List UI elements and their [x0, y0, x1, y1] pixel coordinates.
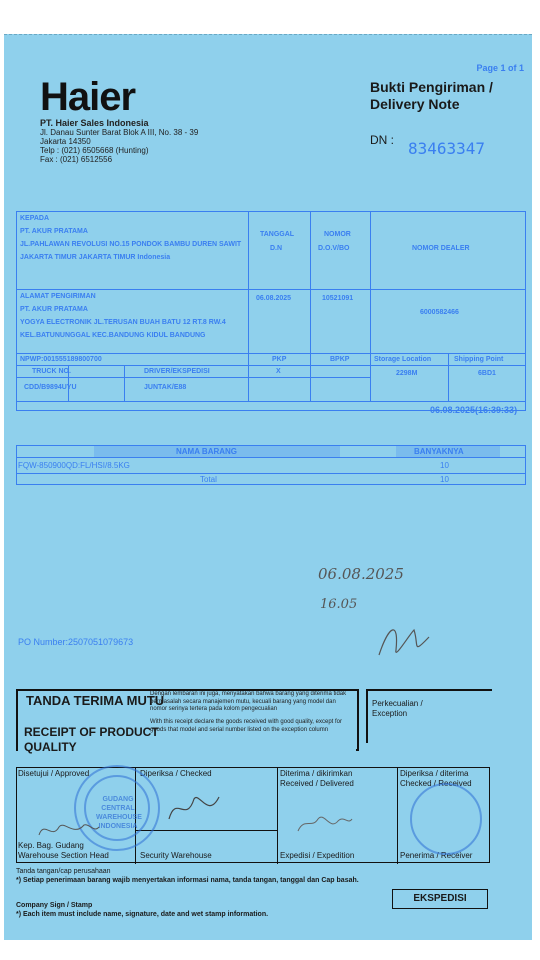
alamat-address-2: KEL.BATUNUNGGAL KEC.BANDUNG KIDUL BANDUNG	[20, 332, 206, 339]
sign-inner-line	[135, 830, 277, 831]
company-fax: Fax : (021) 6512556	[40, 155, 113, 164]
items-header-line	[16, 457, 526, 458]
po-number: PO Number:2507051079673	[18, 637, 134, 647]
delivery-note-sheet	[4, 34, 532, 940]
info-divider-3	[370, 211, 371, 401]
handwritten-date: 06.08.2025	[318, 565, 404, 583]
info-divider-4	[448, 353, 449, 401]
company-name: PT. Haier Sales Indonesia	[40, 118, 149, 128]
company-city: Jakarta 14350	[40, 137, 91, 146]
items-col-name: NAMA BARANG	[176, 447, 238, 456]
pkp-label: PKP	[272, 356, 287, 363]
checked-label: Diperiksa / Checked	[140, 769, 212, 778]
approved-label: Disetujui / Approved	[18, 769, 90, 778]
expedition-label: Expedisi / Expedition	[280, 851, 355, 860]
alamat-name: PT. AKUR PRATAMA	[20, 306, 88, 313]
tanda-terima-mutu: TANDA TERIMA MUTU	[26, 693, 165, 708]
storage-location-label: Storage Location	[374, 356, 432, 363]
do-number: 10521091	[322, 295, 354, 302]
total-qty: 10	[440, 475, 449, 484]
item-name: FQW-850900QD:FL/HSI/8.5KG	[18, 461, 130, 470]
receiver-stamp	[410, 783, 482, 855]
shipping-point-value: 6BD1	[478, 370, 496, 377]
ekspedisi-copy-label: EKSPEDISI	[392, 889, 488, 909]
receipt-paragraph-en: With this receipt declare the goods received with good quality, except for goods that model and serial number listed on the exception column	[150, 719, 342, 733]
dn-number: 83463347	[408, 139, 486, 158]
security-warehouse-label: Security Warehouse	[140, 851, 212, 860]
info-row-line-2	[16, 353, 526, 354]
receipt-en-line-1: RECEIPT OF PRODUCT	[24, 725, 159, 739]
info-row-line-5	[16, 401, 526, 402]
nomor-label: NOMOR	[324, 231, 351, 238]
stamp-central: CENTRAL	[101, 805, 135, 812]
truck-number: CDD/B9894UYU	[24, 384, 77, 391]
delivery-date: 06.08.2025	[256, 295, 292, 302]
pkp-value: X	[276, 368, 281, 375]
receipt-left-bar	[16, 689, 18, 751]
dn-label: DN :	[370, 133, 394, 147]
checked-received-label-1: Diperiksa / diterima	[400, 769, 469, 778]
tanggal-value: D.N	[270, 245, 283, 252]
kepada-address-2: JAKARTA TIMUR JAKARTA TIMUR Indonesia	[20, 254, 171, 261]
dealer-label: NOMOR DEALER	[412, 245, 470, 252]
driver-name: JUNTAK/E88	[144, 384, 187, 391]
receiver-label: Penerima / Receiver	[400, 851, 473, 860]
sign-col-divider-3	[397, 768, 398, 864]
footer-ttd	[16, 867, 359, 885]
alamat-address-1: YOGYA ELECTRONIK JL.TERUSAN BUAH BATU 12 RT.8 RW.4	[20, 319, 226, 326]
sign-col-divider-2	[277, 768, 278, 864]
courier-signature-icon	[294, 809, 354, 839]
title-line-1: Bukti Pengiriman /	[370, 79, 493, 95]
document-title	[370, 79, 493, 113]
handwritten-time: 16.05	[320, 597, 358, 612]
items-col-qty: BANYAKNYA	[414, 447, 464, 456]
footer-stamp-note: *) Each item must include name, signature, date and wet stamp information.	[16, 911, 269, 918]
truck-label: TRUCK NO.	[32, 368, 71, 375]
kepada-address-1: JL.PAHLAWAN REVOLUSI NO.15 PONDOK BAMBU DUREN SAWIT	[20, 241, 242, 248]
print-timestamp: 06.08.2025(16:39:33)	[430, 405, 518, 415]
alamat-label: ALAMAT PENGIRIMAN	[20, 293, 96, 300]
npwp: NPWP:001555189800700	[20, 356, 102, 363]
checker-signature-icon	[164, 789, 224, 829]
info-divider-1	[248, 211, 249, 401]
exception-label: Perkecualian / Exception	[372, 699, 423, 718]
warehouse-section-head-label: Warehouse Section Head	[18, 851, 109, 860]
footer-ttd-label: Tanda tangan/cap perusahaan	[16, 868, 111, 875]
stamp-gudang: GUDANG	[102, 796, 134, 803]
info-row-line-3	[16, 365, 526, 366]
approver-signature-icon	[34, 815, 104, 845]
storage-location-value: 2298M	[396, 370, 418, 377]
receipt-paragraph-id: Dengan lembaran ini juga, menyatakan bahwa barang yang diterima tidak bermasalah secara manajemen mutu, kecuali barang yang model dan nomor serinya tertera pada kolom pengecualian	[150, 691, 347, 712]
receipt-of-product-quality	[24, 725, 159, 755]
company-address: Jl. Danau Sunter Barat Blok A III, No. 38 - 39	[40, 128, 199, 137]
driver-label: DRIVER/EKSPEDISI	[144, 368, 210, 375]
received-label-2: Received / Delivered	[280, 779, 354, 788]
kepada-name: PT. AKUR PRATAMA	[20, 228, 88, 235]
info-divider-2	[310, 211, 311, 401]
title-line-2: Delivery Note	[370, 96, 460, 112]
stamp-indonesia: INDONESIA	[98, 823, 138, 830]
footer-stamp	[16, 901, 268, 919]
receipt-en-line-2: QUALITY	[24, 740, 77, 754]
handwritten-signature-icon	[374, 615, 434, 665]
bpkp-label: BPKP	[330, 356, 350, 363]
shipping-point-label: Shipping Point	[454, 356, 504, 363]
page-number: Page 1 of 1	[476, 63, 524, 73]
tanggal-label: TANGGAL	[260, 231, 295, 238]
info-row-line-1	[16, 289, 526, 290]
dealer-number: 6000582466	[420, 309, 459, 316]
kepada-label: KEPADA	[20, 215, 50, 222]
info-row-line-4	[16, 377, 370, 378]
company-telp: Telp : (021) 6505668 (Hunting)	[40, 146, 149, 155]
item-qty: 10	[440, 461, 449, 470]
footer-ttd-note: *) Setiap penerimaan barang wajib menyertakan informasi nama, tanda tangan, tanggal dan Cap basah.	[16, 877, 359, 884]
nomor-value: D.O.V/BO	[318, 245, 350, 252]
received-label-1: Diterima / dikirimkan	[280, 769, 353, 778]
haier-logo: Haier	[40, 75, 136, 119]
checked-received-label-2: Checked / Received	[400, 779, 472, 788]
company-info	[40, 119, 198, 164]
total-label: Total	[200, 475, 217, 484]
footer-stamp-label: Company Sign / Stamp	[16, 902, 93, 909]
kep-bag-gudang-label: Kep. Bag. Gudang	[18, 841, 84, 850]
stamp-warehouse: WAREHOUSE	[96, 814, 142, 821]
info-divider-6	[124, 365, 125, 401]
items-total-line	[16, 473, 526, 474]
receipt-right-bracket	[356, 689, 359, 751]
